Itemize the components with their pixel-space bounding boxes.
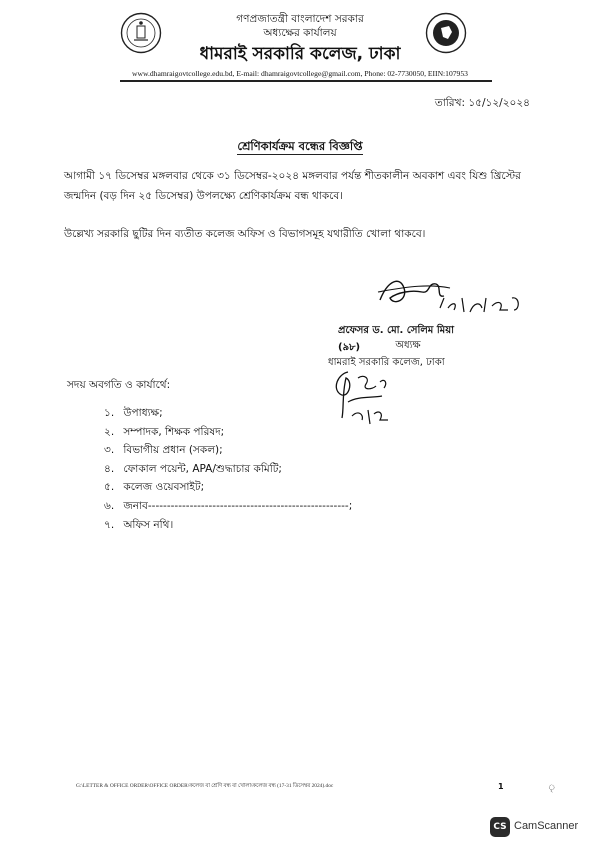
notice-paragraph-2: উল্লেখ্য সরকারি ছুটির দিন ব্যতীত কলেজ অফিস ও বিভাগসমূহ যথারীতি খোলা থাকবে। — [64, 228, 426, 240]
signatory-title: অধ্যক্ষ — [395, 340, 421, 351]
list-item-number: ২. — [104, 425, 115, 438]
notice-paragraph-1: আগামী ১৭ ডিসেম্বর মঙ্গলবার থেকে ৩১ ডিসেম্বর-২০২৪ মঙ্গলবার পর্যন্ত শীতকালীন অবকাশ এবং যিশু খ্রিস্টের জন্মদিন (বড় দিন ২৫ ডিসেম্বর) উপলক্ষ্যে শ্রেণিকার্যক্রম বন্ধ থাকবে। — [64, 170, 521, 202]
list-item-number: ৫. — [104, 481, 115, 494]
list-item-number: ৬. — [104, 499, 115, 512]
notice-date: তারিখ: ১৫/১২/২০২৪ — [434, 97, 530, 109]
list-item-text: উপাধ্যক্ষ; — [123, 407, 163, 419]
list-item — [104, 516, 424, 535]
header-divider — [120, 80, 492, 82]
list-item — [104, 497, 424, 516]
college-name: ধামরাই সরকারি কলেজ, ঢাকা — [199, 44, 401, 64]
list-item-text: জনাব-----------------------------------------------------; — [123, 499, 353, 512]
list-item-number: ৭. — [104, 518, 115, 531]
principal-signature — [370, 262, 540, 324]
government-title: গণপ্রজাতন্ত্রী বাংলাদেশ সরকার — [236, 13, 364, 25]
file-path-footer: G:\LETTER & OFFICE ORDER\OFFICE ORDER\কলেজ বা শ্রেণি বন্ধ বা খোলা\কলেজ বন্ধ (17-31 ডিসেম্বর 2024).doc — [76, 783, 334, 789]
list-item — [104, 478, 424, 497]
signatory-name: প্রফেসর ড. মো. সেলিম মিয়া (৯৮) — [338, 325, 455, 353]
list-item-text: কলেজ ওয়েবসাইট; — [123, 481, 205, 494]
page-number: 1 — [498, 782, 504, 791]
list-item-text: ফোকাল পয়েন্ট, APA/শুদ্ধাচার কমিটি; — [123, 462, 282, 475]
office-title: অধ্যক্ষের কার্যালয় — [263, 27, 337, 39]
list-item-number: ৩. — [104, 444, 115, 457]
list-item — [104, 460, 424, 479]
notice-subject — [0, 138, 600, 157]
camscanner-label: CamScanner — [514, 820, 579, 832]
list-item-number: ১. — [104, 407, 115, 419]
list-item — [104, 441, 424, 460]
list-item-number: ৪. — [104, 462, 115, 475]
cc-list — [104, 404, 424, 534]
list-item-text: সম্পাদক, শিক্ষক পরিষদ; — [123, 425, 225, 438]
contact-info: www.dhamraigovtcollege.edu.bd, E-mail: dhamraigovtcollege@gmail.com, Phone: 02-7730050, EIIN:107953 — [132, 69, 468, 78]
list-item — [104, 423, 424, 442]
list-item-text: বিভাগীয় প্রধান (সকল); — [123, 444, 223, 457]
notice-subject-text: শ্রেণিকার্যক্রম বন্ধের বিজ্ঞপ্তি — [237, 139, 363, 153]
list-item-text: অফিস নথি। — [123, 518, 174, 531]
corner-mark: ৃ — [548, 783, 556, 792]
camscanner-logo-icon: CS — [490, 817, 510, 837]
cc-heading: সদয় অবগতি ও কার্যার্থে: — [67, 379, 171, 391]
signatory-college: ধামরাই সরকারি কলেজ, ঢাকা — [328, 357, 445, 368]
list-item — [104, 404, 424, 423]
